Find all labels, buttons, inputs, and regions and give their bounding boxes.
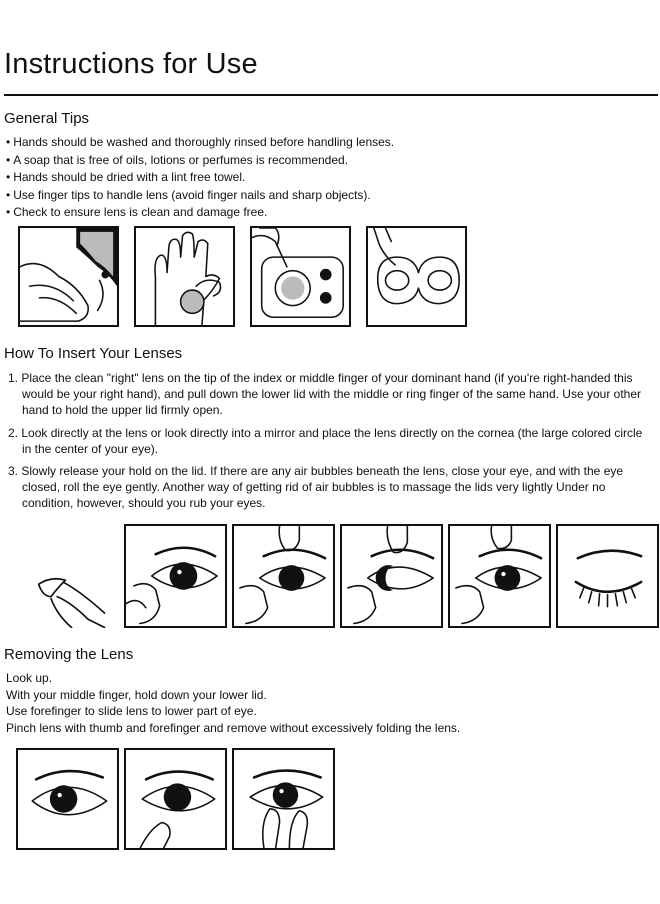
insert-step: 1. Place the clean "right" lens on the tip of the index or middle finger of your dominant hand (if you're right-handed this would be your right hand), and pull down the lower lid with the middle or ring finger of the same hand. Use your other hand to hold the upper lid firmly open.: [8, 371, 642, 418]
eye-pinch-lens-illustration: [232, 748, 335, 850]
closed-eye-illustration: [556, 524, 659, 628]
eye-look-up-illustration: [16, 748, 119, 850]
eye-hold-lid-illustration: [124, 748, 227, 850]
remove-heading: Removing the Lens: [4, 646, 134, 663]
insert-step: 2. Look directly at the lens or look directly into a mirror and place the lens directly on the cornea (the large colored circle in the center of your eye).: [8, 425, 643, 456]
lens-case-rinse-illustration: [250, 226, 351, 327]
tip-item: • Hands should be washed and thoroughly rinsed before handling lenses.: [6, 134, 394, 152]
lens-case-filling-illustration: [366, 226, 467, 327]
remove-line: With your middle finger, hold down your lower lid.: [6, 687, 267, 702]
eye-lens-approach-illustration: [232, 524, 335, 628]
eye-lens-release-illustration: [448, 524, 551, 628]
page-title: Instructions for Use: [4, 48, 258, 80]
remove-line: Look up.: [6, 671, 53, 685]
insert-steps: [8, 370, 648, 518]
insert-heading: How To Insert Your Lenses: [4, 345, 183, 362]
eye-pull-lower-lid-illustration: [124, 524, 227, 628]
lens-on-fingertip-illustration: [16, 524, 119, 628]
washing-hands-illustration: [18, 226, 119, 327]
tip-item: • Use finger tips to handle lens (avoid finger nails and sharp objects).: [6, 187, 394, 205]
remove-line: Pinch lens with thumb and forefinger and remove without excessively folding the lens.: [6, 720, 461, 735]
general-tips-list: [6, 134, 394, 222]
remove-line: Use forefinger to slide lens to lower part of eye.: [6, 704, 257, 718]
hands-drying-illustration: [134, 226, 235, 327]
tip-item: • A soap that is free of oils, lotions or perfumes is recommended.: [6, 152, 394, 170]
tip-item: • Check to ensure lens is clean and damage free.: [6, 204, 394, 222]
title-divider: [4, 94, 658, 96]
tip-item: • Hands should be dried with a lint free towel.: [6, 169, 394, 187]
remove-instructions: [6, 670, 460, 736]
insert-step: 3. Slowly release your hold on the lid. If there are any air bubbles beneath the lens, close your eye, and with the eye closed, roll the eye gently. Another way of getting rid of air bubbles is to massage the lids very lightly Under no condition, however, should you rub your eyes.: [8, 464, 624, 511]
general-tips-heading: General Tips: [4, 110, 90, 127]
eye-lens-placement-illustration: [340, 524, 443, 628]
